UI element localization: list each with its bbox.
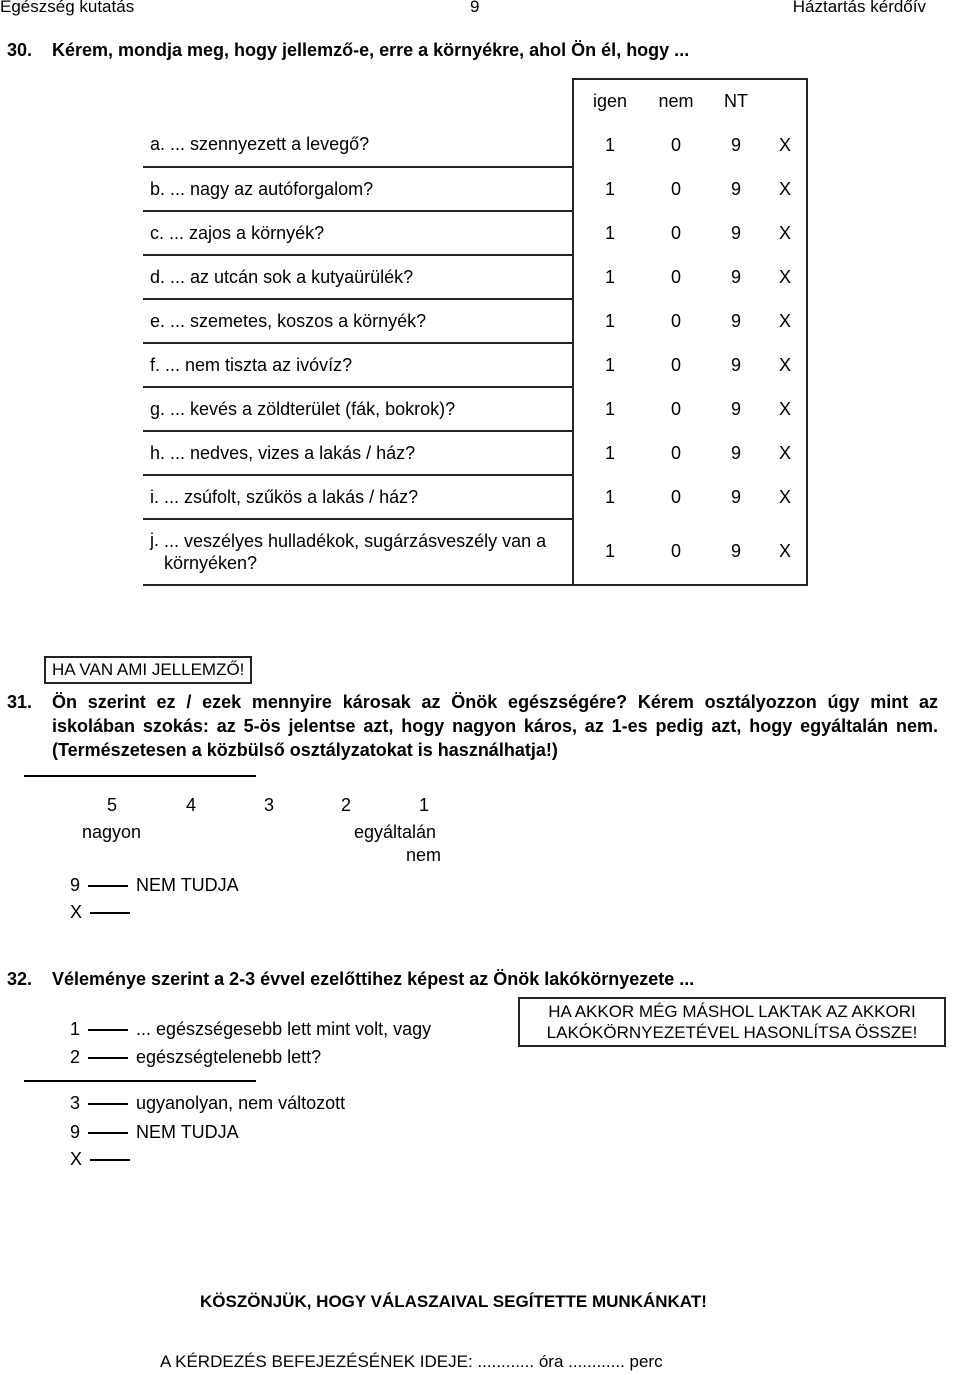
q31-option-x[interactable] <box>70 902 138 923</box>
item-text: ... szennyezett a levegő? <box>170 134 370 154</box>
end-time-text: A KÉRDEZÉS BEFEJEZÉSÉNEK IDEJE: ............ óra ............ perc <box>160 1352 663 1371</box>
code-nem[interactable]: 0 <box>670 134 681 155</box>
code-x[interactable]: X <box>778 541 791 561</box>
page-number: 9 <box>470 0 480 16</box>
item-letter: f. <box>150 354 161 375</box>
code-igen[interactable]: 1 <box>604 354 615 375</box>
scale-5[interactable]: 5 <box>107 795 118 815</box>
scale-2[interactable]: 2 <box>341 795 352 815</box>
code-x[interactable]: X <box>778 178 791 199</box>
item-letter: b. <box>150 178 166 199</box>
item-text: ... zajos a környék? <box>169 222 325 243</box>
item-text: ... zsúfolt, szűkös a lakás / ház? <box>164 486 419 507</box>
code-x[interactable]: X <box>778 442 791 463</box>
item-letter: h. <box>150 442 166 463</box>
col-header-nt: NT <box>724 91 748 111</box>
option-code: 3 <box>70 1093 81 1113</box>
scale-left-label: nagyon <box>82 822 142 842</box>
code-nt[interactable]: 9 <box>730 354 741 375</box>
code-x[interactable]: X <box>778 134 791 155</box>
code-nem[interactable]: 0 <box>670 266 681 287</box>
code-igen[interactable]: 1 <box>604 266 615 287</box>
q31-number: 31. <box>7 692 33 712</box>
item-text: ... nem tiszta az ivóvíz? <box>165 354 353 375</box>
code-igen[interactable]: 1 <box>604 222 615 243</box>
col-header-nem: nem <box>658 91 694 111</box>
q30-row-c <box>143 211 807 255</box>
q32-note-box <box>518 997 946 1047</box>
code-nt[interactable]: 9 <box>730 178 741 199</box>
code-x[interactable]: X <box>778 310 791 331</box>
code-nem[interactable]: 0 <box>670 222 681 243</box>
code-nem[interactable]: 0 <box>670 354 681 375</box>
code-igen[interactable]: 1 <box>604 134 615 155</box>
divider-line <box>24 775 256 777</box>
option-code: X <box>70 902 83 922</box>
code-igen[interactable]: 1 <box>604 310 615 331</box>
code-x[interactable]: X <box>778 222 791 243</box>
code-igen[interactable]: 1 <box>604 398 615 419</box>
dash <box>88 1029 128 1031</box>
q30-row-e <box>143 299 807 343</box>
q31-question: Ön szerint ez / ezek mennyire károsak az Önök egészségére? Kérem osztályozzon úgy mint az iskolában szokás: az 5-ös jelentse azt, hogy nagyon káros, az 1-es pedig azt, hogy egyáltalán nem. (Természetesen a közbülső osztályzatokat is használhatja!) <box>52 692 938 760</box>
item-text: ... nagy az autóforgalom? <box>170 178 374 199</box>
q32-question: Véleménye szerint a 2-3 évvel ezelőttihez képest az Önök lakókörnyezete ... <box>52 969 695 989</box>
code-nt[interactable]: 9 <box>730 541 741 561</box>
option-label: NEM TUDJA <box>136 1122 239 1142</box>
q30-row-d <box>143 255 807 299</box>
dash <box>88 1132 128 1134</box>
item-letter: e. <box>150 310 166 331</box>
header-right: Háztartás kérdőív <box>792 0 926 16</box>
option-label: ... egészségesebb lett mint volt, vagy <box>136 1019 432 1039</box>
option-code: X <box>70 1149 83 1169</box>
option-label: NEM TUDJA <box>136 875 239 895</box>
code-nt[interactable]: 9 <box>730 310 741 331</box>
item-letter: i. <box>150 486 159 507</box>
dash <box>90 912 130 914</box>
dash <box>88 1103 128 1105</box>
code-nt[interactable]: 9 <box>730 442 741 463</box>
option-label: egészségtelenebb lett? <box>136 1047 322 1067</box>
q32-option-9[interactable] <box>70 1122 239 1143</box>
q30-row-j <box>143 519 807 585</box>
item-letter: d. <box>150 266 166 287</box>
option-label: ugyanolyan, nem változott <box>136 1093 346 1113</box>
item-letter: c. <box>150 222 165 243</box>
code-igen[interactable]: 1 <box>604 541 615 561</box>
code-nem[interactable]: 0 <box>670 442 681 463</box>
dash <box>88 1057 128 1059</box>
code-nem[interactable]: 0 <box>670 541 681 561</box>
code-nt[interactable]: 9 <box>730 398 741 419</box>
item-text: ... az utcán sok a kutyaürülék? <box>170 266 414 287</box>
q32-option-3[interactable] <box>70 1093 345 1114</box>
item-letter: g. <box>150 398 166 419</box>
item-text: ... nedves, vizes a lakás / ház? <box>170 442 416 463</box>
option-code: 9 <box>70 875 81 895</box>
dash <box>88 885 128 887</box>
q30-row-f <box>143 343 807 387</box>
q30-question: Kérem, mondja meg, hogy jellemző-e, erre a környékre, ahol Ön él, hogy ... <box>52 40 690 60</box>
option-code: 2 <box>70 1047 81 1067</box>
item-letter: j. <box>150 530 159 550</box>
option-code: 9 <box>70 1122 81 1142</box>
divider-line <box>24 1080 256 1082</box>
code-x[interactable]: X <box>778 266 791 287</box>
header-left: Egészség kutatás <box>0 0 135 16</box>
item-text: ... kevés a zöldterület (fák, bokrok)? <box>170 398 456 419</box>
code-nem[interactable]: 0 <box>670 178 681 199</box>
code-x[interactable]: X <box>778 486 791 507</box>
item-letter: a. <box>150 134 166 154</box>
item-text: ... veszélyes hulladékok, sugárzásveszély van a környéken? <box>164 531 547 573</box>
q30-number: 30. <box>7 40 33 60</box>
code-x[interactable]: X <box>778 398 791 419</box>
scale-right-label-1: egyáltalán <box>354 822 437 842</box>
q30-row-a <box>143 123 807 167</box>
q31-option-9[interactable] <box>70 875 239 896</box>
item-text: ... szemetes, koszos a környék? <box>170 310 427 331</box>
dash <box>90 1159 130 1161</box>
q30-row-h <box>143 431 807 475</box>
code-nt[interactable]: 9 <box>730 134 741 155</box>
q32-option-x[interactable] <box>70 1149 138 1170</box>
col-header-igen: igen <box>592 91 628 111</box>
scale-right-label-2: nem <box>406 845 442 865</box>
code-igen[interactable]: 1 <box>604 486 615 507</box>
scale-1[interactable]: 1 <box>419 795 430 815</box>
code-igen[interactable]: 1 <box>604 442 615 463</box>
q32-option-1[interactable] <box>70 1019 431 1040</box>
code-nem[interactable]: 0 <box>670 398 681 419</box>
code-x[interactable]: X <box>778 354 791 375</box>
q30-table <box>143 78 808 586</box>
code-nt[interactable]: 9 <box>730 266 741 287</box>
q32-option-2[interactable] <box>70 1047 321 1068</box>
scale-4[interactable]: 4 <box>186 795 197 815</box>
code-nem[interactable]: 0 <box>670 486 681 507</box>
note-line-2: LAKÓKÖRNYEZETÉVEL HASONLÍTSA ÖSSZE! <box>546 1023 918 1042</box>
code-nt[interactable]: 9 <box>730 222 741 243</box>
code-igen[interactable]: 1 <box>604 178 615 199</box>
q30-row-b <box>143 167 807 211</box>
code-nem[interactable]: 0 <box>670 310 681 331</box>
option-code: 1 <box>70 1019 81 1039</box>
scale-3[interactable]: 3 <box>264 795 275 815</box>
thanks-text: KÖSZÖNJÜK, HOGY VÁLASZAIVAL SEGÍTETTE MUNKÁNKAT! <box>200 1292 707 1311</box>
q32-number: 32. <box>7 969 33 989</box>
filter-box: HA VAN AMI JELLEMZŐ! <box>44 656 252 684</box>
code-nt[interactable]: 9 <box>730 486 741 507</box>
q30-row-i <box>143 475 807 519</box>
note-line-1: HA AKKOR MÉG MÁSHOL LAKTAK AZ AKKORI <box>548 1002 916 1021</box>
q30-row-g <box>143 387 807 431</box>
